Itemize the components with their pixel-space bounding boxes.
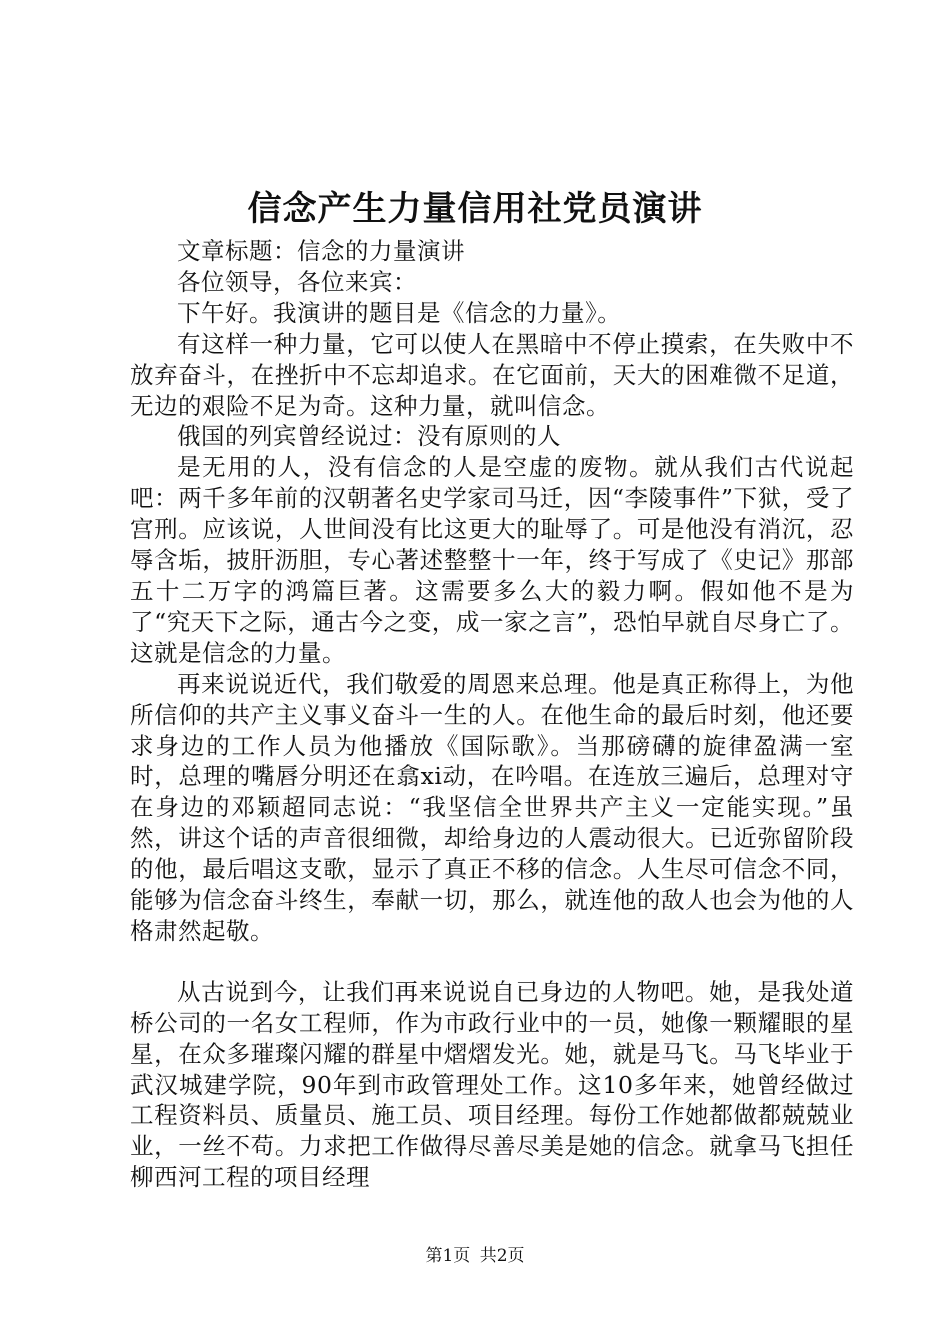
paragraph-quote: 俄国的列宾曾经说过：没有原则的人 — [177, 422, 561, 451]
paragraph-ma-fei: 从古说到今，让我们再来说说自已身边的人物吧。她，是我处道桥公司的一名女工程师，作为市政行业中的一员，她像一颗耀眼的星星，在众多璀璨闪耀的群星中熠熠发光。她，就是马飞。马飞毕业于武汉城建学院，90年到市政管理处工作。这10多年来，她曾经做过工程资料员、质量员、施工员、项目经理。每份工作她都做都兢兢业业，一丝不苟。力求把工作做得尽善尽美是她的信念。就拿马飞担任柳西河工程的项目经理 — [130, 977, 854, 1192]
page-number: 第1页 — [425, 1246, 471, 1266]
paragraph-zhou-enlai: 再来说说近代，我们敬爱的周恩来总理。他是真正称得上，为他所信仰的共产主义事义奋斗一生的人。在他生命的最后时刻，他还要求身边的工作人员为他播放《国际歌》。当那磅礴的旋律盈满一室时，总理的嘴唇分明还在翕xi动，在吟唱。在连放三遍后，总理对守在身边的邓颖超同志说：“我坚信全世界共产主义一定能实现。”虽然，讲这个话的声音很细微，却给身边的人震动很大。已近弥留阶段的他，最后唱这支歌，显示了真正不移的信念。人生尽可信念不同，能够为信念奋斗终生，奉献一切，那么，就连他的敌人也会为他的人格肃然起敬。 — [130, 669, 854, 945]
page-total: 共2页 — [479, 1246, 525, 1266]
page-footer — [0, 1244, 950, 1268]
document-body — [130, 236, 854, 1193]
document-title: 信念产生力量信用社党员演讲 — [247, 189, 703, 229]
paragraph-greeting: 下午好。我演讲的题目是《信念的力量》。 — [177, 298, 622, 327]
paragraph-sima-qian: 是无用的人，没有信念的人是空虚的废物。就从我们古代说起吧：两千多年前的汉朝著名史学家司马迁，因“李陵事件”下狱，受了宫刑。应该说，人世间没有比这更大的耻辱了。可是他没有消沉，忍辱含垢，披肝沥胆，专心著述整整十一年，终于写成了《史记》那部五十二万字的鸿篇巨著。这需要多么大的毅力啊。假如他不是为了“究天下之际，通古今之变，成一家之言”，恐怕早就自尽身亡了。这就是信念的力量。 — [130, 453, 854, 667]
paragraph-article-title: 文章标题：信念的力量演讲 — [177, 237, 465, 265]
paragraph-intro: 有这样一种力量，它可以使人在黑暗中不停止摸索，在失败中不放弃奋斗，在挫折中不忘却追求。在它面前，天大的困难微不足道，无边的艰险不足为奇。这种力量，就叫信念。 — [130, 329, 854, 420]
paragraph-salutation: 各位领导，各位来宾： — [177, 267, 417, 296]
